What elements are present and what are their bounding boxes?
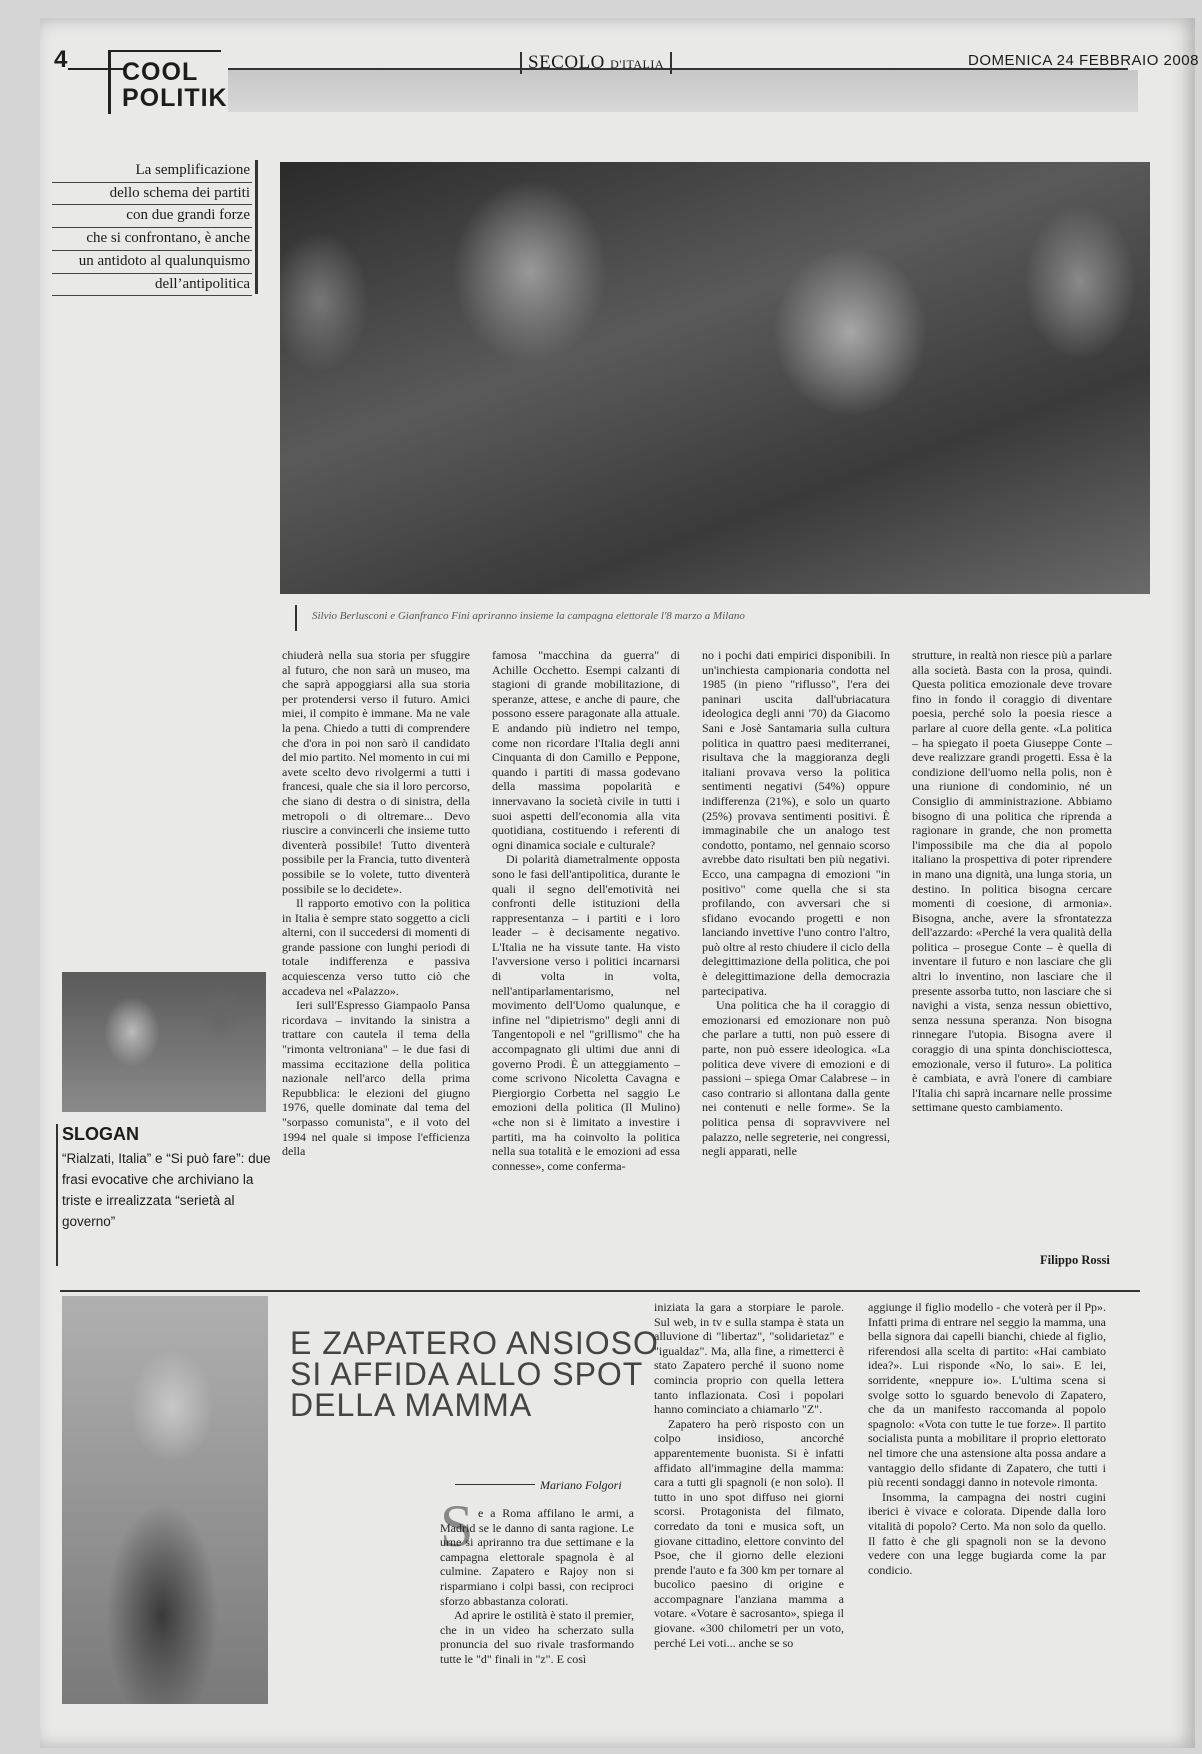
caption-rule	[295, 605, 297, 631]
photo-caption: Silvio Berlusconi e Gianfranco Fini apriranno insieme la campagna elettorale l'8 marzo a Milano	[312, 610, 745, 622]
pull-quote-line: dello schema dei partiti	[52, 183, 252, 206]
paragraph: Zapatero ha però risposto con un colpo insidioso, ancorché apparentemente buonista. Si è infatti affidato all'immagine della mamma: cara a tutti gli spagnoli (e non solo). Il tutto in uno spot diffuso nei giorni scorsi. Protagonista del filmato, corredato da toni e musica soft, un giovane cittadino, elettore convinto del Psoe, che il giorno delle elezioni prende l'auto e fa 300 km per tornare al bucolico paesino di origine e accompagnare l'anziana mamma a votare. «Votare è sacrosanto», spiega il giovane. «300 chilometri per un voto, perché Lei voti... anche se so	[654, 1416, 844, 1650]
paragraph: Ad aprire le ostilità è stato il premier, che in un video ha scherzato sulla pronuncia del suo rivale trasformando tutte le "d" finali in "z". E così	[440, 1608, 634, 1666]
headline-line: E ZAPATERO ANSIOSO	[290, 1325, 659, 1361]
headline-line: SI AFFIDA ALLO SPOT	[290, 1356, 644, 1392]
paragraph: aggiunge il figlio modello - che voterà per il Pp». Infatti prima di entrare nel seggio la mamma, una bella signora dai capelli bianchi, chiede al figlio, riferendosi alla scelta di partito: «Hai cambiato idea?». Lui risponde «No, lo sai». E lei, sorridente, «neppure io». L'ultima scena si svolge sotto lo sguardo benevolo di Zapatero, che da un manifesto raccomanda al popolo spagnolo: «Vota con tutte le tue forze». Il partito socialista punta a mobilitare il proprio elettorato nel timore che una astensione alta possa andare a vantaggio dello sfidante di Zapatero, che tutti i più recenti sondaggi danno in notevole rimonta.	[868, 1300, 1106, 1490]
pull-quote-line: con due grandi forze	[52, 205, 252, 228]
slogan-rule	[56, 1124, 58, 1266]
paragraph: strutture, in realtà non riesce più a parlare alla società. Basta con la prosa, quindi. Questa politica emozionale deve trovare fino in fondo il coraggio di diventare poesia, perché solo la poesia riesce a parlare al cuore della gente. «La politica – ha spiegato il poeta Giuseppe Conte – deve realizzare grandi progetti. Essa è la condizione dell'uomo nella polis, non è una riunione di condominio, né un Consiglio di amministrazione. Abbiamo bisogno di una politica che riprenda a ragionare in grande, che non prometta l'impossibile ma che dia al popolo italiano la prospettiva di poter riprendere in mano una dignità, una lunga storia, un destino. In politica bisogna cercare momenti di coesione, di armonia». Bisogna, anche, avere la sfrontatezza dell'azzardo: «Perché la vera qualità della politica – prosegue Conte – è quella di inventare il futuro e non lasciare che gli altri lo inventino, non lasciare che il presente assorba tutto, non lasciare che si navighi a vista, senza nessun obiettivo, senza nessuna speranza. Non bisogna rinnegare l'utopia. Bisogna avere il coraggio di una spinta donchisciottesca, emozionale, verso il futuro». La politica è cambiata, e avrà l'onere di cambiare l'Italia chi saprà incarnare nelle prossime settimane questo cambiamento.	[912, 648, 1112, 1115]
headline	[290, 1325, 659, 1423]
section-title-line2: POLITIK	[122, 84, 228, 112]
slogan-title: SLOGAN	[62, 1124, 140, 1144]
slogan-text: “Rialzati, Italia” e “Si può fare”: due frasi evocative che archiviano la triste e irrealizzata “serietà al governo”	[62, 1151, 271, 1229]
paragraph: famosa "macchina da guerra" di Achille Occhetto. Esempi calzanti di stagioni di grande mobilitazione, di speranze, attese, e anche di paure, che possono essere paragonate alla attuale. E andando più indietro nel tempo, come non ricordare l'Italia degli anni Cinquanta di don Camillo e Peppone, quando i partiti di massa godevano della massima popolarità e innervavano la società civile in tutti i suoi aspetti dell'economia alla vita quotidiana, costituendo i referenti di ogni dinamica sociale e culturale?	[492, 648, 680, 852]
article-author: Filippo Rossi	[1040, 1253, 1110, 1267]
pull-quote-line: che si confrontano, è anche	[52, 228, 252, 251]
drop-cap: S	[440, 1493, 474, 1559]
paragraph: Ieri sull'Espresso Giampaolo Pansa ricordava – invitando la sinistra a trattare con cautela il tema della "rimonta veltroniana" – le due fasi di massima eccitazione della politica nazionale nell'arco della prima Repubblica: le elezioni del giugno 1976, quelle dominate dal tema del "sorpasso comunista", e il voto del 1994 nel quale si impose l'efficienza della	[282, 998, 470, 1159]
pull-quote-line: dell’antipolitica	[52, 274, 252, 297]
issue-date: DOMENICA 24 FEBBRAIO 2008	[968, 52, 1199, 69]
article2-column-3	[868, 1300, 1106, 1577]
photo-berlusconi-fini	[280, 162, 1150, 594]
article-column-4	[912, 648, 1112, 1115]
pull-quote	[52, 160, 252, 296]
article-column-3	[702, 648, 890, 1159]
paragraph: iniziata la gara a storpiare le parole. Sul web, in tv e sulla stampa è stata un alluvione di "libertaz", "solidarietaz" e "igualdaz". Ma, alla fine, a rimetterci è stato Zapatero perché il suono nome comincia proprio con quella lettera tanto inflazionata. Così i popolari hanno cominciato a chiamarlo "Z".	[654, 1300, 844, 1417]
section-title-line1: COOL	[122, 58, 199, 86]
paragraph: no i pochi dati empirici disponibili. In un'inchiesta campionaria condotta nel 1985 (in pieno "riflusso", l'era dei paninari uscita dall'ubriacatura ideologica degli anni '70) da Giacomo Sani e Josè Santamaria sulla cultura politica in quattro paesi mediterranei, risultava che la maggioranza degli italiani provava verso la politica sentimenti negativi (54%) oppure indifferenza (21%), e solo un quarto (25%) provava sentimenti positivi. È immaginabile che un analogo test condotto, pontamo, nel gennaio scorso avrebbe dato risultati ben più negativi. Ecco, una campagna di emozioni "in positivo" come quella che si sta profilando, con avversari che si sfidano evocando progetti e non lanciando invettive l'uno contro l'altro, può oltre al resto chiudere il ciclo della delegittimazione della politica, che poi è delegittimazione della democrazia partecipativa.	[702, 648, 890, 998]
article2-column-1	[440, 1506, 634, 1667]
byline: Mariano Folgori	[540, 1478, 622, 1492]
photo-inset-portrait	[62, 972, 266, 1112]
pull-quote-line: un antidoto al qualunquismo	[52, 251, 252, 274]
header-band	[228, 70, 1138, 112]
masthead-suffix: D'ITALIA	[610, 57, 665, 71]
masthead	[520, 52, 672, 74]
paragraph: e a Roma affilano le armi, a Madrid se le danno di santa ragione. Le urne si apriranno tra due settimane e la campagna elettorale spagnola è al culmine. Zapatero e Rajoy non si risparmiano i colpi bassi, con reciproci sforzo abbastanza colorati.	[440, 1506, 634, 1608]
paragraph: Di polarità diametralmente opposta sono le fasi dell'antipolitica, durante le quali il segno dell'emotività nei confronti delle istituzioni della rappresentanza – i partiti e i loro leader – è decisamente negativo. L'Italia ne ha vissute tante. Ha visto l'avversione verso i politici incarnarsi di volta in volta, nell'antiparlamentarismo, nel movimento dell'Uomo qualunque, e infine nel "dipietrismo" degli anni di Tangentopoli e nel "grillismo" che ha accompagnato gli ultimi due anni di governo Prodi. È un atteggiamento – come scrivono Nicoletta Cavagna e Piergiorgio Corbetta nel saggio Le emozioni della politica (Il Mulino) «che non si è limitato a investire i partiti, ma ha coinvolto la politica nella sua totalità e le emozioni ad essa connesse», come conferma-	[492, 852, 680, 1173]
masthead-name: SECOLO	[528, 52, 605, 73]
photo-zapatero	[62, 1296, 268, 1704]
pull-quote-line: La semplificazione	[52, 160, 252, 183]
pull-quote-rule	[255, 160, 258, 294]
paragraph: Insomma, la campagna dei nostri cugini iberici è vivace e colorata. Dipende dalla loro vitalità di popolo? Certo. Ma non solo da quello. Il fatto è che gli spagnoli non se la devono vedere con una legge bugiarda come la par condicio.	[868, 1489, 1106, 1577]
headline-line: DELLA MAMMA	[290, 1387, 533, 1423]
article-column-1	[282, 648, 470, 1159]
page-number: 4	[54, 46, 68, 73]
article2-column-2	[654, 1300, 844, 1650]
paragraph: chiuderà nella sua storia per sfuggire al futuro, che non sarà un museo, ma che saprà appoggiarsi alla sua storia per protendersi verso il futuro. Amici miei, il compito è immane. Ma ne vale la pena. Chiedo a tutti di comprendere che d'ora in poi non sarò il candidato del mio partito. Nel momento in cui mi avete scelto devo rivolgermi a tutti i francesi, quale che sia il loro percorso, che siano di destra o di sinistra, della metropoli o di oltremare... Devo riuscire a convincerli che insieme tutto diventerà possibile! Tutto diventerà possibile per la Francia, tutto diventerà possibile se lo volete, tutto diventerà possibile se lo decidete».	[282, 648, 470, 896]
paragraph: Una politica che ha il coraggio di emozionarsi ed emozionare non può che parlare a tutti, non può essere di parte, non può essere ideologica. «La politica deve vivere di emozioni e di passioni – spiega Omar Calabrese – in caso contrario si allontana dalla gente nei contenuti e nelle forme». Se la politica pensa di sopravvivere nel palazzo, nelle segreterie, nei congressi, negli apparati, nelle	[702, 998, 890, 1159]
byline-rule	[455, 1484, 535, 1485]
section-divider	[60, 1290, 1140, 1292]
article-column-2	[492, 648, 680, 1173]
paragraph: Il rapporto emotivo con la politica in Italia è sempre stato soggetto a cicli alterni, con il succedersi di momenti di grande passione con lunghi periodi di totale indifferenza e passiva acquiescenza verso tutto ciò che accadeva nel «Palazzo».	[282, 896, 470, 998]
